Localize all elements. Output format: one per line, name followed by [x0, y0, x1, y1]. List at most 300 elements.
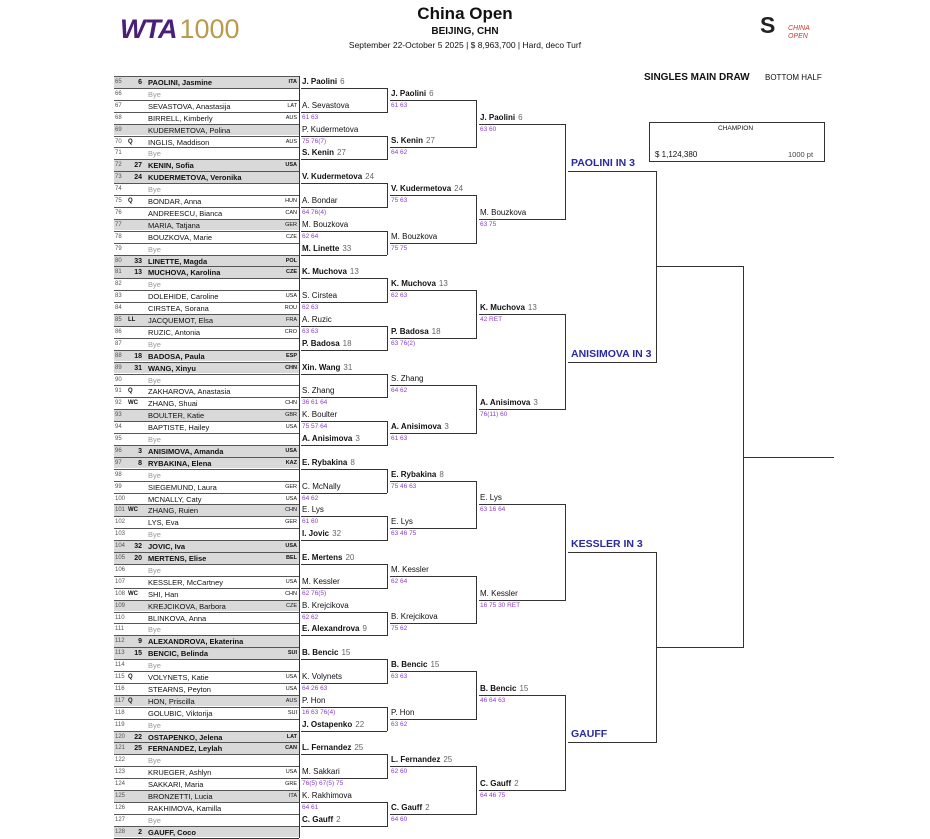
match-winner-name: V. Kudermetova: [302, 172, 363, 182]
sf-line: [657, 647, 743, 648]
entry-country: SUI: [287, 650, 297, 657]
entry-name: SIEGEMUND, Laura: [148, 482, 217, 492]
winner-line: [301, 659, 387, 660]
winner-line: [390, 576, 476, 577]
entry-number: 80: [115, 257, 122, 264]
entry-tag: WC: [128, 590, 138, 597]
entry-connector: [299, 814, 300, 838]
match-score: 46 64 63: [480, 696, 506, 704]
draw-entry-row: [114, 231, 299, 243]
entry-seed: 25: [134, 745, 142, 753]
match-winner: [302, 386, 334, 395]
match-winner-name: L. Fernandez: [391, 755, 441, 765]
entry-connector: [299, 266, 300, 290]
entry-name: Bye: [148, 280, 161, 290]
entry-number: 92: [115, 400, 122, 407]
winner-line: [479, 600, 565, 601]
entry-number: 107: [115, 578, 126, 585]
entry-number: 66: [115, 90, 122, 97]
entry-number: 102: [115, 519, 126, 526]
match-winner: [391, 374, 423, 383]
match-winner-name: M. Bouzkova: [391, 231, 438, 241]
match-winner-name: B. Bencic: [480, 683, 517, 693]
entry-connector: [299, 338, 300, 362]
draw-entry-row: [114, 338, 299, 350]
match-winner-name: B. Krejcikova: [302, 600, 349, 610]
draw-entry-row: [114, 88, 299, 100]
entry-number: 70: [115, 138, 122, 145]
draw-entry-row: [114, 457, 299, 469]
match-winner: [480, 113, 523, 122]
winner-line: [301, 397, 387, 398]
match-winner: [302, 196, 338, 205]
winner-line: [301, 255, 387, 256]
draw-entry-row: [114, 445, 299, 457]
match-score: 36 61 64: [302, 399, 328, 407]
match-winner-seed: 24: [454, 184, 464, 193]
match-winner-name: K. Muchova: [302, 267, 347, 277]
entry-number: 105: [115, 555, 126, 561]
entry-country: CHN: [285, 507, 297, 514]
winner-line: [390, 195, 476, 196]
entry-country: AUS: [285, 697, 297, 704]
entry-seed: 20: [134, 555, 142, 562]
match-score: 75 62: [391, 625, 408, 633]
match-score: 62 64: [302, 232, 319, 240]
entry-name: PAOLINI, Jasmine: [148, 78, 213, 87]
winner-line: [390, 814, 476, 815]
entry-seed: 3: [138, 447, 142, 455]
winner-line: [301, 683, 387, 684]
match-winner: [302, 791, 352, 800]
entry-number: 93: [115, 412, 122, 419]
draw-entry-row: [114, 754, 299, 766]
entry-connector: [299, 433, 300, 457]
draw-entry-row: [114, 719, 299, 731]
match-winner-name: S. Zhang: [391, 374, 424, 384]
match-score: 61 63: [391, 435, 408, 442]
draw-entry-row: [114, 647, 299, 659]
draw-entry-row: [114, 171, 299, 183]
entry-seed: 18: [134, 352, 142, 360]
entry-country: CAN: [285, 745, 297, 752]
entry-connector: [299, 528, 300, 552]
entry-number: 127: [115, 816, 126, 823]
match-score: 64 76(4): [302, 208, 327, 216]
entry-country: USA: [285, 162, 297, 169]
match-winner-seed: 27: [426, 136, 435, 146]
match-winner: [391, 89, 434, 98]
entry-tag: WC: [128, 507, 138, 514]
draw-entry-row: [114, 576, 299, 588]
entry-name: BENCIC, Belinda: [148, 649, 209, 659]
draw-entry-row: [114, 504, 299, 516]
entry-name: Bye: [148, 625, 161, 635]
draw-entry-row: [114, 362, 299, 374]
entry-number: 76: [115, 209, 122, 216]
entry-name: GOLUBIC, Viktorija: [148, 708, 213, 718]
entry-connector: [299, 695, 300, 719]
entry-number: 108: [115, 590, 126, 597]
winner-line: [390, 766, 476, 767]
match-winner: [302, 220, 348, 229]
match-winner: [391, 565, 429, 574]
entry-name: Bye: [148, 375, 161, 385]
entry-tag: WC: [128, 400, 138, 407]
match-winner: [302, 410, 337, 419]
entry-connector: [299, 76, 300, 100]
match-score: 63 60: [480, 125, 497, 133]
match-score: 75 63: [391, 197, 408, 204]
match-winner-seed: 2: [514, 779, 519, 788]
entry-number: 67: [115, 102, 122, 109]
entry-number: 65: [115, 79, 122, 85]
bracket-connector: [387, 326, 388, 351]
match-winner-seed: 15: [341, 648, 351, 658]
entry-number: 85: [115, 317, 122, 323]
entry-name: HON, Priscilla: [148, 696, 195, 706]
entry-number: 124: [115, 781, 126, 788]
winner-line: [479, 790, 565, 791]
entry-name: RUZIC, Antonia: [148, 327, 201, 337]
entry-name: BONDAR, Anna: [148, 197, 202, 206]
entry-connector: [299, 195, 300, 219]
match-winner: [302, 672, 342, 681]
entry-number: 98: [115, 471, 122, 478]
winner-line: [301, 112, 387, 113]
entry-name: SAKKARI, Maria: [148, 780, 204, 790]
draw-entry-row: [114, 516, 299, 528]
entry-country: AUS: [285, 114, 297, 121]
bracket-connector: [387, 659, 388, 684]
bracket-connector: [387, 564, 388, 589]
draw-entry-row: [114, 766, 299, 778]
entry-country: SUI: [287, 709, 297, 716]
entry-name: Bye: [148, 149, 161, 159]
entry-country: USA: [285, 578, 297, 585]
draw-entry-row: [114, 802, 299, 814]
entry-name: SEVASTOVA, Anastasija: [148, 101, 231, 111]
draw-entry-row: [114, 659, 299, 671]
winner-line: [301, 159, 387, 160]
bracket-connector: [565, 695, 566, 791]
entry-country: GRE: [285, 781, 297, 788]
entry-country: POL: [285, 257, 297, 264]
entry-country: KAZ: [285, 459, 297, 466]
draw-entry-row: [114, 790, 299, 802]
entry-country: ROU: [284, 305, 297, 312]
bracket-connector: [387, 612, 388, 637]
entry-country: CAN: [285, 209, 297, 216]
entry-name: KREJCIKOVA, Barbora: [148, 601, 226, 611]
match-winner-name: A. Anisimova: [391, 422, 442, 431]
winner-line: [301, 612, 387, 613]
sf-line: [657, 266, 743, 267]
match-winner-name: P. Badosa: [391, 326, 429, 336]
match-score: 61 63: [302, 113, 319, 121]
entry-number: 73: [115, 174, 122, 181]
match-winner-seed: 13: [438, 279, 448, 289]
entry-number: 75: [115, 198, 122, 204]
winner-line: [301, 802, 387, 803]
draw-entry-row: [114, 742, 299, 754]
draw-label: SINGLES MAIN DRAW: [644, 72, 750, 83]
draw-entry-row: [114, 814, 299, 826]
match-score: 75 57 64: [302, 423, 328, 431]
match-winner-name: S. Zhang: [302, 386, 335, 396]
entry-number: 117: [115, 697, 125, 704]
entry-number: 74: [115, 186, 122, 193]
entry-country: FRA: [286, 317, 297, 323]
match-winner-name: A. Anisimova: [302, 433, 353, 443]
entry-name: KENIN, Sofia: [148, 161, 194, 171]
draw-entry-row: [114, 695, 299, 707]
entry-connector: [299, 124, 300, 148]
entry-country: GER: [285, 519, 297, 526]
draw-entry-row: [114, 671, 299, 683]
match-winner: [391, 517, 413, 526]
entry-country: CRO: [284, 328, 297, 335]
entry-number: 120: [115, 733, 126, 740]
entry-name: JOVIC, Iva: [148, 542, 186, 552]
entry-country: USA: [285, 424, 297, 431]
entry-connector: [299, 290, 300, 314]
entry-country: BEL: [286, 555, 297, 561]
match-winner: [391, 327, 441, 336]
entry-connector: [299, 481, 300, 505]
match-winner: [391, 612, 438, 621]
entry-name: BIRRELL, Kimberly: [148, 113, 213, 123]
match-winner-name: C. Gauff: [480, 779, 512, 788]
winner-line: [390, 100, 476, 101]
match-winner: [391, 708, 414, 717]
entry-connector: [299, 790, 300, 814]
bracket-connector: [476, 671, 477, 720]
match-winner-name: J. Paolini: [480, 112, 516, 122]
match-winner: [302, 505, 324, 514]
tournament-dates-info: September 22-October 5 2025 | $ 8,963,700 | Hard, deco Turf: [348, 40, 582, 50]
match-winner: [480, 684, 528, 693]
match-winner-name: M. Bouzkova: [480, 207, 527, 217]
entry-country: CHN: [285, 590, 297, 597]
entry-number: 91: [115, 388, 122, 395]
winner-line: [301, 183, 387, 184]
china-open-logo-icon: S: [760, 12, 776, 38]
draw-entry-row: [114, 493, 299, 505]
match-winner: [302, 458, 355, 467]
final-line: [744, 457, 834, 458]
entry-country: USA: [285, 674, 297, 680]
match-winner-name: E. Lys: [302, 505, 324, 515]
entry-seed: 33: [134, 257, 142, 265]
entry-number: 104: [115, 543, 126, 550]
entry-connector: [299, 576, 300, 600]
entry-divider: [114, 838, 299, 839]
match-winner-seed: 15: [519, 683, 529, 693]
match-score: 75 75: [391, 244, 408, 252]
match-score: 61 63: [391, 101, 408, 109]
match-winner: [302, 363, 352, 372]
entry-number: 99: [115, 483, 122, 490]
entry-name: FERNANDEZ, Leylah: [148, 744, 223, 754]
match-winner-name: B. Bencic: [302, 648, 339, 658]
entry-connector: [299, 671, 300, 695]
entry-number: 123: [115, 769, 126, 776]
match-winner-name: C. Gauff: [302, 814, 334, 824]
draw-entry-row: [114, 219, 299, 231]
draw-entry-row: [114, 159, 299, 171]
winner-line: [390, 481, 476, 482]
match-winner-name: S. Kenin: [302, 148, 335, 158]
entry-name: STEARNS, Peyton: [148, 684, 211, 694]
entry-connector: [299, 504, 300, 528]
winner-line: [301, 564, 387, 565]
winner-line: [301, 350, 387, 351]
quarterfinal-winner: ANISIMOVA IN 3: [571, 347, 652, 360]
half-label: BOTTOM HALF: [765, 73, 822, 82]
match-score: 61 60: [302, 518, 319, 526]
entry-country: USA: [285, 447, 297, 454]
entry-connector: [299, 147, 300, 171]
match-winner: [480, 398, 538, 407]
entry-number: 78: [115, 233, 122, 240]
match-winner-name: E. Mertens: [302, 552, 343, 562]
entry-number: 110: [115, 614, 125, 621]
qf-line: [568, 362, 656, 363]
winner-line: [301, 469, 387, 470]
winner-line: [301, 778, 387, 779]
match-winner-name: V. Kudermetova: [391, 184, 452, 193]
match-winner: [302, 624, 367, 633]
match-winner-seed: 15: [430, 660, 440, 669]
entry-country: CZE: [286, 602, 297, 609]
draw-entry-row: [114, 433, 299, 445]
bracket-connector: [565, 124, 566, 220]
entry-country: USA: [285, 769, 297, 776]
bracket-connector: [476, 576, 477, 625]
match-winner-name: E. Lys: [391, 517, 413, 527]
entry-name: Bye: [148, 661, 161, 671]
quarterfinal-winner: GAUFF: [571, 728, 608, 741]
match-winner-name: B. Bencic: [391, 660, 428, 669]
entry-country: AUS: [285, 138, 297, 145]
entry-name: Bye: [148, 815, 161, 825]
match-winner-name: A. Anisimova: [480, 398, 531, 408]
match-winner-name: E. Rybakina: [302, 457, 348, 467]
tournament-title: China Open: [417, 4, 513, 23]
match-score: 16 63 76(4): [302, 708, 336, 716]
match-score: 63 62: [391, 720, 408, 728]
entry-number: 77: [115, 221, 122, 228]
entry-tag: Q: [128, 198, 133, 204]
match-winner: [302, 553, 354, 562]
entry-country: LAT: [286, 733, 297, 740]
match-score: 62 76(5): [302, 589, 327, 597]
draw-entry-row: [114, 778, 299, 790]
winner-line: [390, 385, 476, 386]
winner-line: [479, 409, 565, 410]
draw-entry-row: [114, 564, 299, 576]
match-score: 62 60: [391, 768, 408, 776]
qf-line: [568, 171, 656, 172]
match-winner-name: A. Ruzic: [302, 314, 332, 324]
entry-seed: 22: [134, 733, 142, 741]
match-score: 63 63: [391, 673, 408, 680]
bracket-connector: [387, 183, 388, 208]
bracket-connector: [476, 481, 477, 530]
entry-name: VOLYNETS, Katie: [148, 673, 209, 682]
entry-connector: [299, 552, 300, 576]
match-score: 75 46 63: [391, 482, 417, 490]
winner-line: [390, 623, 476, 624]
match-winner: [302, 577, 340, 586]
match-winner-seed: 13: [527, 303, 537, 312]
entry-seed: 15: [134, 650, 142, 658]
entry-name: LINETTE, Magda: [148, 256, 208, 266]
match-winner-name: M. Linette: [302, 243, 340, 253]
winner-line: [301, 445, 387, 446]
match-winner: [480, 779, 519, 788]
match-winner-name: K. Muchova: [480, 303, 525, 312]
entry-seed: 24: [134, 174, 142, 182]
match-winner-name: S. Kenin: [391, 136, 424, 146]
winner-line: [390, 719, 476, 720]
entry-name: BOULTER, Katie: [148, 411, 205, 421]
winner-line: [479, 695, 565, 696]
entry-name: ZHANG, Ruien: [148, 506, 199, 516]
match-winner-seed: 31: [343, 362, 353, 372]
entry-name: SHI, Han: [148, 589, 179, 599]
entry-name: MERTENS, Elise: [148, 554, 207, 563]
entry-number: 81: [115, 269, 122, 276]
draw-entry-row: [114, 326, 299, 338]
entry-seed: 9: [138, 638, 142, 646]
entry-country: GER: [285, 483, 297, 490]
match-score: 63 16 64: [480, 506, 506, 514]
entry-tag: Q: [128, 674, 133, 680]
entry-name: Bye: [148, 185, 161, 195]
entry-tag: Q: [128, 388, 133, 395]
draw-entry-row: [114, 278, 299, 290]
match-winner-name: M. Sakkari: [302, 767, 340, 777]
entry-connector: [299, 457, 300, 481]
match-winner-name: J. Ostapenko: [302, 719, 353, 729]
bracket-connector: [387, 421, 388, 446]
winner-line: [301, 588, 387, 589]
entry-number: 101: [115, 507, 126, 514]
match-winner: [302, 267, 359, 276]
entry-connector: [299, 600, 300, 624]
match-winner-seed: 6: [340, 76, 345, 86]
bracket-connector: [387, 469, 388, 494]
entry-country: ITA: [288, 79, 297, 85]
draw-entry-row: [114, 255, 299, 267]
entry-number: 109: [115, 602, 126, 609]
draw-entry-row: [114, 588, 299, 600]
entry-name: Bye: [148, 339, 161, 349]
entry-number: 97: [115, 459, 122, 466]
entry-connector: [299, 719, 300, 743]
match-winner: [302, 172, 374, 181]
entry-name: JACQUEMOT, Elsa: [148, 316, 214, 325]
entry-name: RYBAKINA, Elena: [148, 458, 212, 468]
entry-number: 128: [115, 828, 126, 835]
draw-entry-row: [114, 302, 299, 314]
match-score: 64 62: [302, 494, 319, 502]
draw-entry-row: [114, 731, 299, 743]
entry-number: 115: [115, 674, 125, 680]
match-winner-name: I. Jovic: [302, 529, 330, 539]
